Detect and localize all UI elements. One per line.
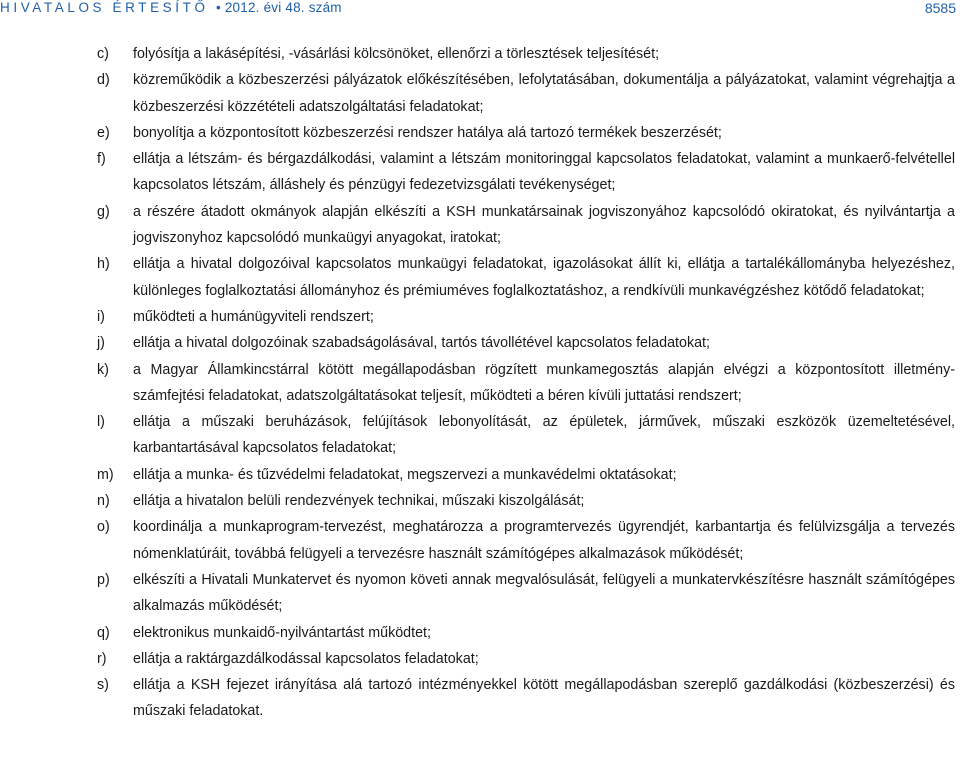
list-item-text: ellátja a műszaki beruházások, felújítások lebonyolítását, az épületek, járművek, műszaki eszközök üzemeltetésével, karbantartásával kapcsolatos feladatokat; — [133, 414, 955, 457]
list-item-marker: d) — [97, 72, 110, 89]
page-header — [0, 0, 960, 22]
list-item-text: elektronikus munkaidő-nyilvántartást működtet; — [133, 624, 431, 641]
list-item — [0, 67, 960, 120]
list-item — [0, 672, 960, 725]
list-item-marker: e) — [97, 124, 110, 141]
list-item-marker: q) — [97, 624, 110, 641]
list-item — [0, 199, 960, 252]
publication-title — [0, 0, 342, 16]
list-item — [0, 488, 960, 514]
list-item-text: ellátja a KSH fejezet irányítása alá tartozó intézményekkel kötött megállapodásban szereplő gazdálkodási (közbeszerzési) és műszaki feladatokat. — [133, 677, 955, 720]
list-item — [0, 41, 960, 67]
list-item — [0, 462, 960, 488]
list-item-marker: p) — [97, 571, 110, 588]
list-item — [0, 251, 960, 304]
list-item-marker: g) — [97, 203, 110, 220]
list-item-marker: l) — [97, 414, 105, 431]
list-item-marker: s) — [97, 677, 109, 694]
list-item-marker: o) — [97, 519, 110, 536]
list-item-text: a részére átadott okmányok alapján elkészíti a KSH munkatársainak jogviszonyához kapcsolódó okiratokat, és nyilvántartja a jogviszonyhoz kapcsolódó munkaügyi anyagokat, iratokat; — [133, 203, 955, 247]
list-item-marker: m) — [97, 466, 114, 483]
list-item — [0, 514, 960, 567]
list-item-text: ellátja a létszám- és bérgazdálkodási, valamint a létszám monitoringgal kapcsolatos feladatokat, valamint a munkaerő-felvétellel kapcsolatos létszám, álláshely és pénzügyi fedezetvizsgálati tevékenységet; — [133, 151, 955, 194]
list-item — [0, 567, 960, 620]
list-item-text: ellátja a hivatal dolgozóival kapcsolatos munkaügyi feladatokat, igazolásokat állít ki, ellátja a tartalékállományba helyezéshez, különleges foglalkoztatási állományhoz és prémiuméves foglalkoztatáshoz, a rendkívüli munkavégzéshez kötődő feladatokat; — [133, 256, 955, 299]
list-item-text: a Magyar Államkincstárral kötött megállapodásban rögzített munkamegosztás alapján elvégzi a központosított illetmény-számfejtési feladatokat, adatszolgáltatásokat teljesít, működteti a béren kívüli juttatási rendszert; — [133, 361, 955, 404]
list-item-marker: i) — [97, 308, 105, 325]
list-item-text: ellátja a raktárgazdálkodással kapcsolatos feladatokat; — [133, 650, 479, 667]
list-item-text: ellátja a hivatal dolgozóinak szabadságolásával, tartós távollétével kapcsolatos feladatokat; — [133, 335, 710, 352]
list-item-marker: f) — [97, 151, 106, 168]
list-item-text: elkészíti a Hivatali Munkatervet és nyomon követi annak megvalósulását, felügyeli a munkatervkészítésre használt számítógépes alkalmazás működését; — [133, 571, 955, 615]
issue-info: • 2012. évi 48. szám — [215, 0, 342, 15]
list-item-text: bonyolítja a központosított közbeszerzési rendszer hatálya alá tartozó termékek beszerzését; — [133, 124, 722, 141]
list-item — [0, 646, 960, 672]
page-number: 8585 — [924, 0, 956, 16]
list-item-text: ellátja a munka- és tűzvédelmi feladatokat, megszervezi a munkavédelmi oktatásokat; — [133, 466, 677, 483]
list-item-text: koordinálja a munkaprogram-tervezést, meghatározza a programtervezés ügyrendjét, karbantartja és felülvizsgálja a tervezés nómenklatúráit, továbbá felügyeli a tervezésre használt számítógépes alkalmazások működését; — [133, 519, 955, 562]
list-item-marker: r) — [97, 650, 107, 667]
list-item — [0, 304, 960, 330]
list-item-text: ellátja a hivatalon belüli rendezvények technikai, műszaki kiszolgálását; — [133, 493, 585, 510]
list-item-text: működteti a humánügyviteli rendszert; — [133, 308, 374, 325]
publication-name: HIVATALOS ÉRTESÍTŐ — [0, 0, 209, 15]
list-item — [0, 620, 960, 646]
list-item-text: folyósítja a lakásépítési, -vásárlási kölcsönöket, ellenőrzi a törlesztések teljesítését; — [133, 46, 660, 62]
list-item-marker: j) — [97, 335, 105, 352]
task-list — [0, 41, 960, 725]
list-item-marker: k) — [97, 361, 109, 378]
list-item — [0, 146, 960, 199]
list-item — [0, 409, 960, 462]
list-item — [0, 120, 960, 146]
list-item-marker: n) — [97, 493, 110, 510]
list-item-marker: c) — [97, 46, 109, 62]
list-item-marker: h) — [97, 256, 110, 273]
list-item-text: közreműködik a közbeszerzési pályázatok előkészítésében, lefolytatásában, dokumentálja a pályázatokat, valamint végrehajtja a közbeszerzési közzétételi adatszolgáltatási feladatokat; — [133, 72, 955, 115]
list-item — [0, 330, 960, 356]
list-item — [0, 357, 960, 410]
